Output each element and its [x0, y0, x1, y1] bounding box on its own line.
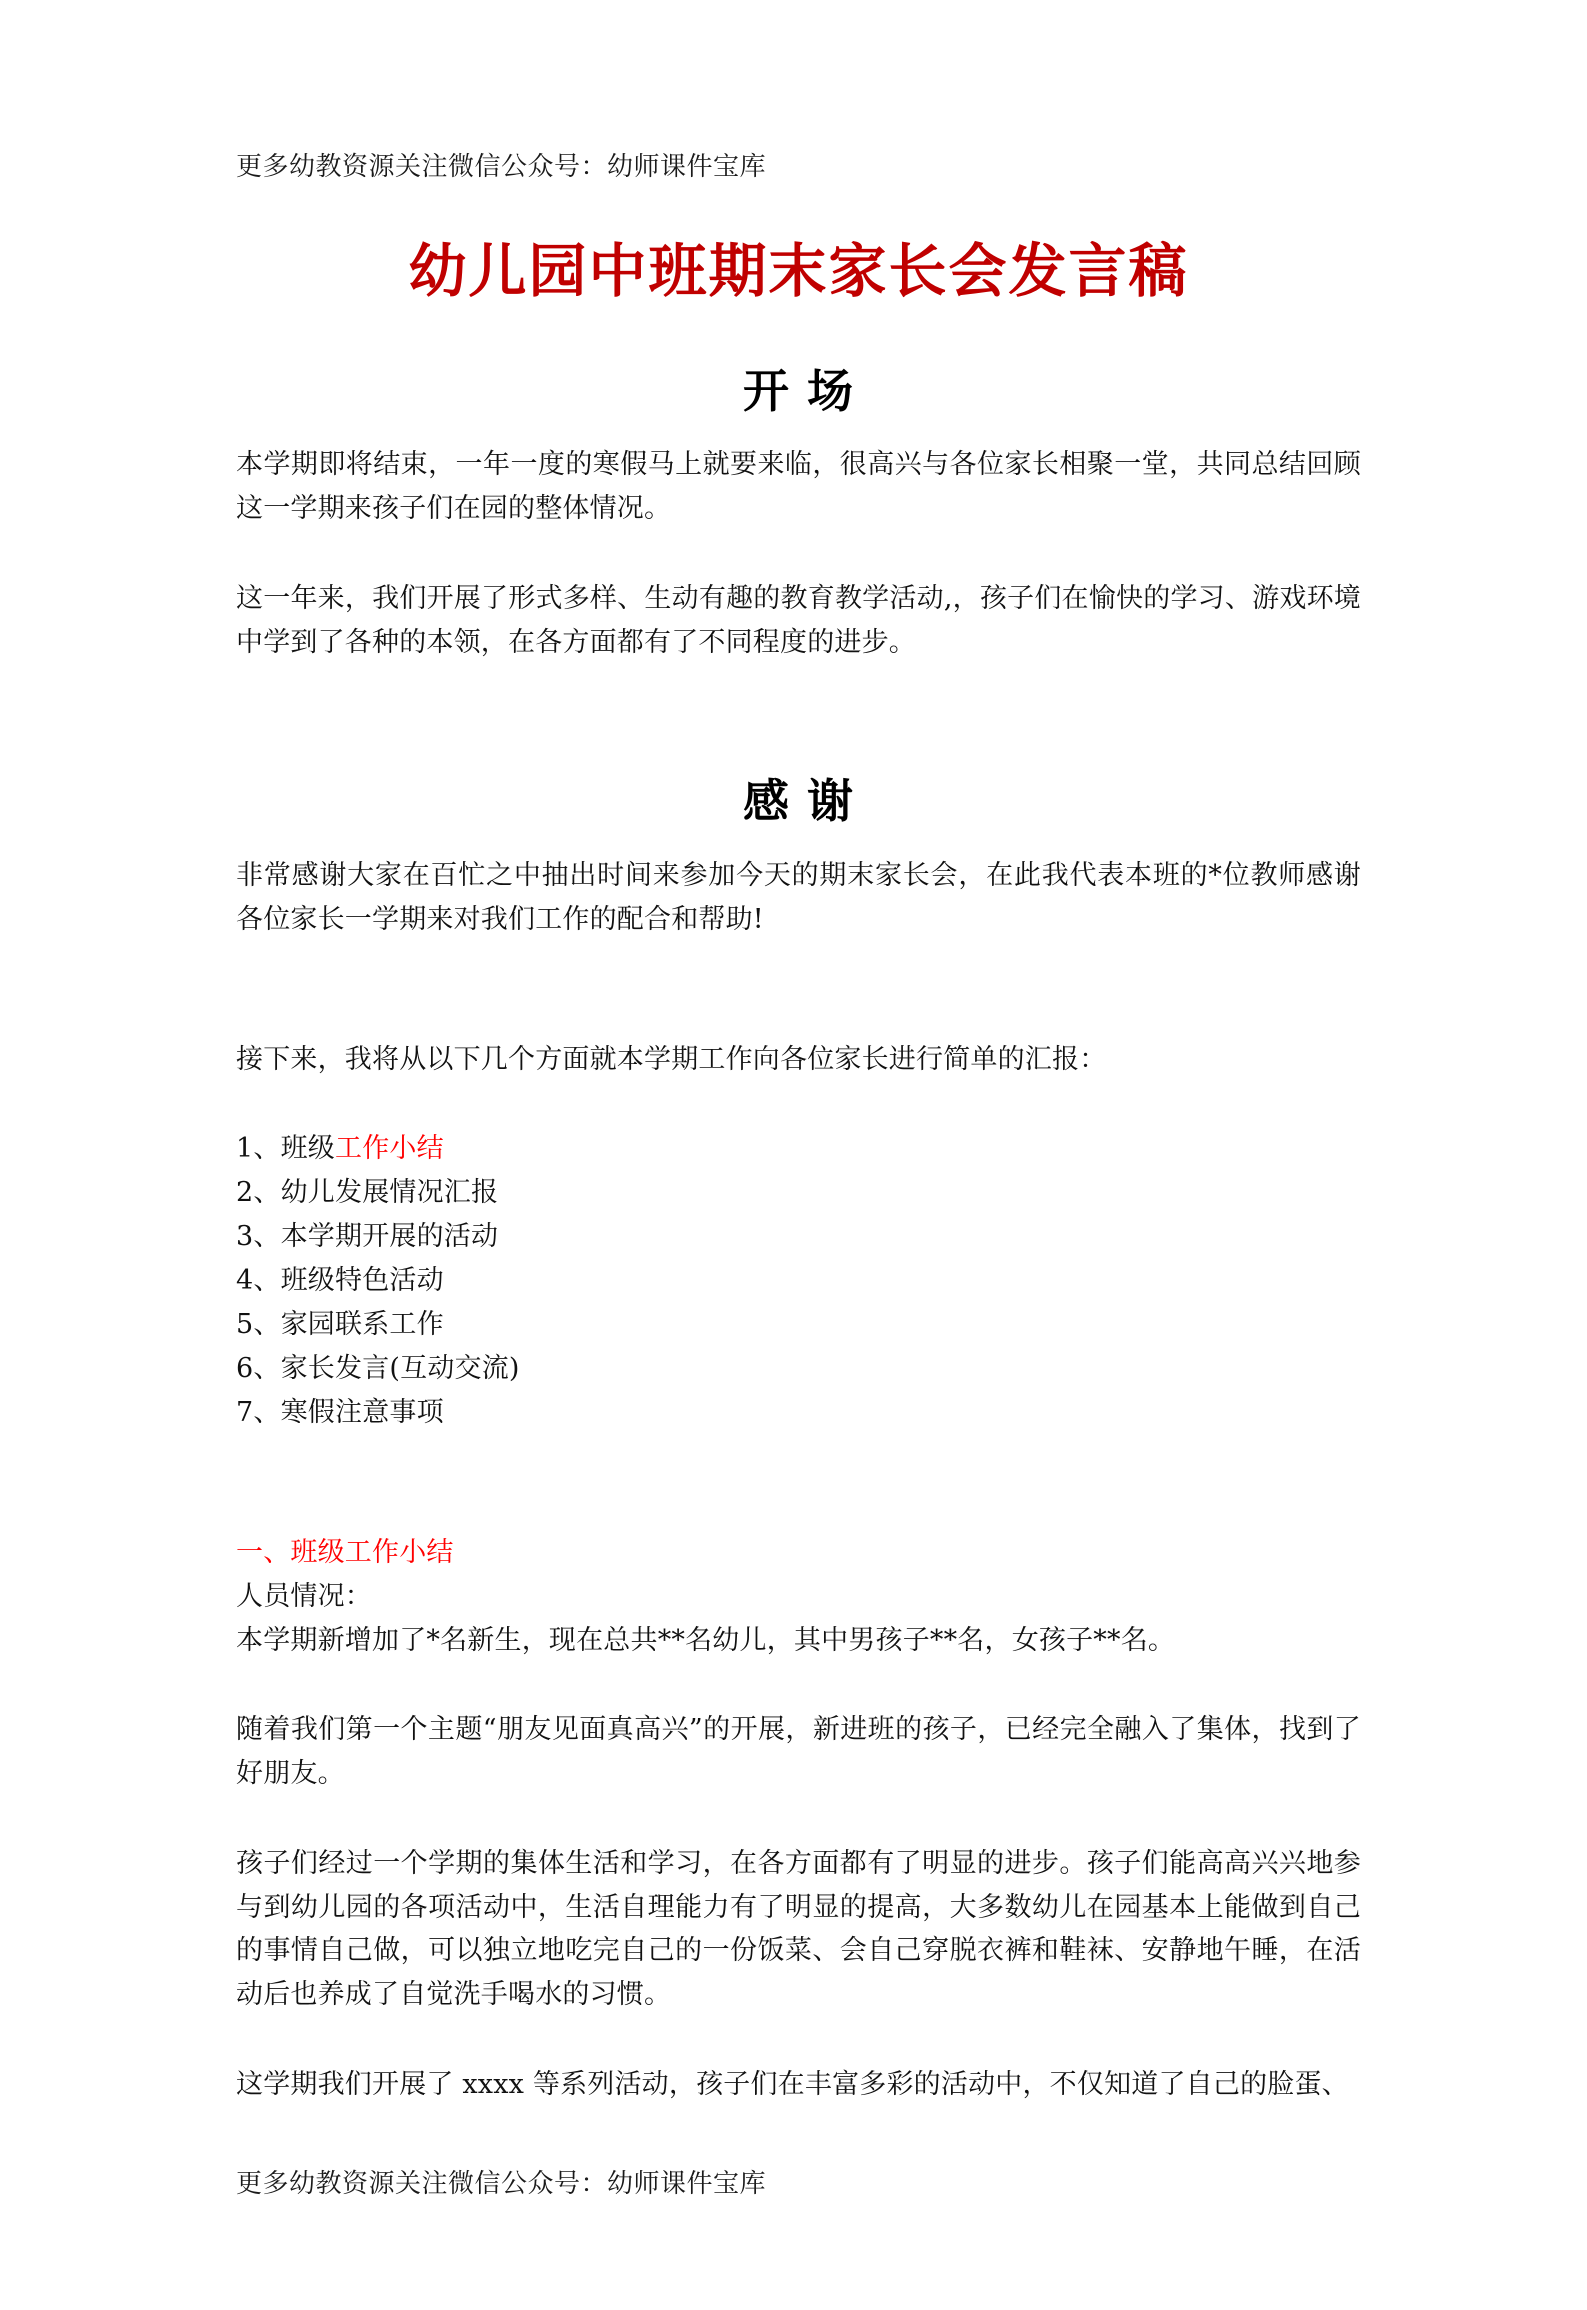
opening-paragraph-2: 这一年来，我们开展了形式多样、生动有趣的教育教学活动,，孩子们在愉快的学习、游戏环境中学到了各种的本领，在各方面都有了不同程度的进步。	[236, 582, 1361, 658]
opening-paragraph-1: 本学期即将结束，一年一度的寒假马上就要来临，很高兴与各位家长相聚一堂，共同总结回顾这一学期来孩子们在园的整体情况。	[236, 449, 1361, 525]
agenda-item-number: 1、	[236, 1133, 281, 1165]
agenda-item-label: 幼儿发展情况汇报	[280, 1177, 499, 1209]
agenda-item-label: 家园联系工作	[280, 1309, 444, 1341]
agenda-item-number: 7、	[236, 1397, 281, 1429]
list-item	[236, 1259, 1361, 1303]
list-item	[236, 1303, 1361, 1347]
agenda-item-number: 5、	[236, 1309, 281, 1341]
section-heading-thanks: 感 谢	[742, 774, 854, 829]
thanks-paragraph-1: 非常感谢大家在百忙之中抽出时间来参加今天的期末家长会，在此我代表本班的*位教师感谢各位家长一学期来对我们工作的配合和帮助!	[236, 860, 1361, 935]
running-foot: 更多幼教资源关注微信公众号：幼师课件宝库	[236, 2168, 767, 2199]
agenda-item-number: 6、	[236, 1353, 281, 1385]
part-one-subheading: 人员情况：	[236, 1580, 372, 1612]
agenda-item-label: 班级特色活动	[280, 1265, 444, 1297]
list-item	[236, 1127, 1361, 1171]
section-heading-opening: 开 场	[742, 363, 854, 418]
list-item	[236, 1347, 1361, 1391]
section-heading-part-one: 一、班级工作小结	[236, 1537, 454, 1569]
thanks-paragraph-2: 接下来，我将从以下几个方面就本学期工作向各位家长进行简单的汇报：	[236, 1043, 1107, 1075]
agenda-item-label: 班级	[280, 1133, 335, 1165]
agenda-item-label: 本学期开展的活动	[280, 1221, 499, 1253]
page-title: 幼儿园中班期末家长会发言稿	[408, 237, 1189, 305]
part-one-paragraph-3: 孩子们经过一个学期的集体生活和学习，在各方面都有了明显的进步。孩子们能高高兴兴地参与到幼儿园的各项活动中，生活自理能力有了明显的提高，大多数幼儿在园基本上能做到自己的事情自己做，可以独立地吃完自己的一份饭菜、会自己穿脱衣裤和鞋袜、安静地午睡，在活动后也养成了自觉洗手喝水的习惯。	[236, 1847, 1361, 2011]
running-head: 更多幼教资源关注微信公众号：幼师课件宝库	[236, 152, 767, 182]
agenda-item-number: 2、	[236, 1177, 281, 1209]
page-content	[236, 0, 1361, 2204]
part-one-paragraph-1: 本学期新增加了*名新生，现在总共**名幼儿，其中男孩子**名，女孩子**名。	[236, 1624, 1176, 1656]
agenda-item-label: 寒假注意事项	[280, 1397, 444, 1429]
list-item	[236, 1391, 1361, 1435]
list-item	[236, 1215, 1361, 1259]
agenda-item-number: 4、	[236, 1265, 281, 1297]
agenda-item-label: 家长发言(互动交流)	[280, 1353, 520, 1385]
part-one-paragraph-2: 随着我们第一个主题“朋友见面真高兴”的开展，新进班的孩子，已经完全融入了集体，找到了好朋友。	[236, 1714, 1361, 1790]
agenda-item-number: 3、	[236, 1221, 281, 1253]
list-item	[236, 1171, 1361, 1215]
part-one-paragraph-4: 这学期我们开展了 xxxx 等系列活动，孩子们在丰富多彩的活动中，不仅知道了自己的脸蛋、	[236, 2068, 1349, 2100]
agenda-item-label-accent: 工作小结	[335, 1133, 444, 1165]
agenda-list	[236, 1127, 1361, 1435]
